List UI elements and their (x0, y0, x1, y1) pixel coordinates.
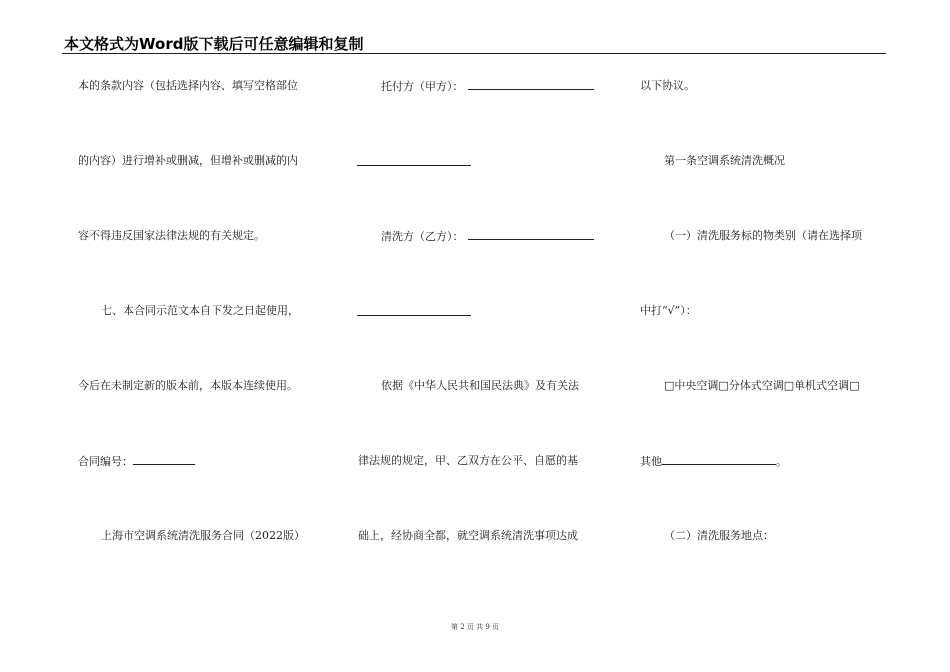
party-a-field[interactable] (468, 79, 594, 90)
header-divider (62, 53, 886, 54)
party-a-continuation-field[interactable] (357, 165, 471, 166)
col2-line-7: 础上，经协商全都，就空调系统清洗事项达成 (358, 529, 578, 542)
col1-line-3: 容不得违反国家法律法规的有关规定。 (78, 229, 265, 242)
section-1-heading: 第一条空调系统清洗概况 (664, 154, 785, 167)
other-type-row (640, 454, 787, 469)
col3-line-1: 以下协议。 (640, 79, 695, 92)
party-b-label: 清洗方（乙方）： (381, 230, 464, 243)
party-b-field[interactable] (468, 229, 594, 240)
aircon-type-options[interactable]: □中央空调□分体式空调□单机式空调□ (664, 379, 860, 392)
contract-title: 上海市空调系统清洗服务合同（2022版） (101, 529, 305, 542)
contract-number-field[interactable] (133, 454, 195, 465)
party-b-continuation-field[interactable] (357, 315, 471, 316)
section-service-location: （二）清洗服务地点： (664, 529, 774, 542)
party-a-label: 托付方（甲方）： (381, 80, 464, 93)
contract-number-label: 合同编号： (78, 455, 133, 468)
col1-line-1: 本的条款内容（包括选择内容、填写空格部位 (78, 79, 298, 92)
page-footer: 第 2 页 共 9 页 (450, 623, 500, 631)
col1-line-2: 的内容）进行增补或删减，但增补或删减的内 (78, 154, 298, 167)
col3-line-3: （一）清洗服务标的物类别（请在选择项 (664, 229, 862, 242)
contract-number-row (78, 454, 195, 469)
col2-line-5: 依据《中华人民共和国民法典》及有关法 (381, 379, 579, 392)
other-type-field[interactable] (662, 454, 776, 465)
other-type-label: 其他 (640, 455, 662, 468)
col1-line-4: 七、本合同示范文本自下发之日起使用， (101, 304, 299, 317)
document-header-title: 本文格式为Word版下载后可任意编辑和复制 (64, 35, 364, 53)
col1-line-5: 今后在未制定新的版本前，本版本连续使用。 (78, 379, 298, 392)
party-a-row (381, 79, 594, 94)
col2-line-6: 律法规的规定，甲、乙双方在公平、自愿的基 (358, 454, 578, 467)
party-b-row (381, 229, 594, 244)
col3-line-4: 中打“√”）： (640, 304, 697, 317)
other-type-period: 。 (776, 455, 787, 468)
